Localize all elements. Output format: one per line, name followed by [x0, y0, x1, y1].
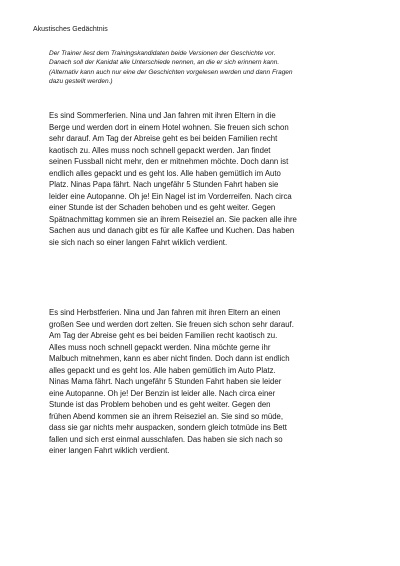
- story-summer: [49, 110, 369, 248]
- story-line: Alles muss noch schnell gepackt werden. Nina möchte gerne ihr: [49, 342, 271, 352]
- story-line: Spätnachmittag kommen sie an ihrem Reiseziel an. Sie packen alle ihre: [49, 214, 297, 224]
- instructions-line: Danach soll der Kanidat alle Unterschiede nennen, an die er sich erinnern kann.: [49, 59, 280, 67]
- story-line: Stunde ist das Problem behoben und es geht weiter. Gegen den: [49, 400, 271, 409]
- story-line: Es sind Sommerferien. Nina und Jan fahren mit ihren Eltern in die: [49, 111, 276, 120]
- story-line: einer langen Fahrt wiklich verdient.: [49, 446, 170, 455]
- story-line: Es sind Herbstferien. Nina und Jan fahren mit ihren Eltern an einen: [49, 308, 281, 317]
- instructions-line: dazu gestellt werden.): [49, 78, 113, 86]
- story-line: frühen Abend kommen sie an ihrem Reiseziel an. Sie sind so müde,: [49, 411, 284, 421]
- story-line: Platz. Ninas Papa fährt. Nach ungefähr 5 Stunden Fahrt haben sie: [49, 180, 279, 189]
- story-line: Berge und werden dort in einem Hotel wohnen. Sie freuen sich schon: [49, 122, 289, 132]
- story-line: Malbuch mitnehmen, kann es aber nicht finden. Doch dann ist endlich: [49, 354, 290, 363]
- story-line: fallen und sich erst einmal ausschlafen. Das haben sie sich nach so: [49, 434, 283, 444]
- story-line: kaotisch zu. Alles muss noch schnell gepackt werden. Jan findet: [49, 145, 271, 155]
- story-line: alles gepackt und es geht los. Alle haben gemütlich im Auto Platz.: [49, 365, 276, 375]
- story-line: endlich alles gepackt und es geht los. Alle haben gemütlich im Auto: [49, 168, 281, 178]
- instructions-line: Der Trainer liest dem Trainingskandidaten beide Versionen der Geschichte vor.: [49, 50, 276, 57]
- story-line: leider eine Autopanne. Oh je! Ein Nagel ist im Vorderreifen. Nach circa: [49, 191, 292, 201]
- story-line: sie sich nach so einer langen Fahrt wiklich verdient.: [49, 237, 228, 247]
- story-line: dass sie gar nichts mehr auspacken, sondern gleich totmüde ins Bett: [49, 423, 287, 432]
- story-line: Am Tag der Abreise geht es bei beiden Familien recht kaotisch zu.: [49, 331, 278, 340]
- instructions-line: (Alternativ kann auch nur eine der Geschichten vorgelesen werden und dann Fragen: [49, 68, 293, 76]
- story-line: eine Autopanne. Oh je! Der Benzin ist leider alle. Nach circa einer: [49, 388, 276, 398]
- story-line: Ninas Mama fährt. Nach ungefähr 5 Stunden Fahrt haben sie leider: [49, 377, 282, 386]
- story-autumn: [49, 307, 369, 457]
- story-line: großen See und werden dort zelten. Sie freuen sich schon sehr darauf.: [49, 319, 294, 329]
- story-line: einer Stunde ist der Schaden behoben und es geht weiter. Gegen: [49, 203, 276, 212]
- story-line: Sachen aus und danach gibt es für alle Kaffee und Kuchen. Das haben: [49, 226, 295, 235]
- instructions-block: [49, 49, 359, 87]
- story-line: sehr darauf. Am Tag der Abreise geht es bei beiden Familien recht: [49, 134, 278, 143]
- document-header-title: Akustisches Gedächtnis: [33, 26, 108, 33]
- story-line: seinen Fussball nicht mehr, den er mitnehmen möchte. Doch dann ist: [49, 157, 289, 166]
